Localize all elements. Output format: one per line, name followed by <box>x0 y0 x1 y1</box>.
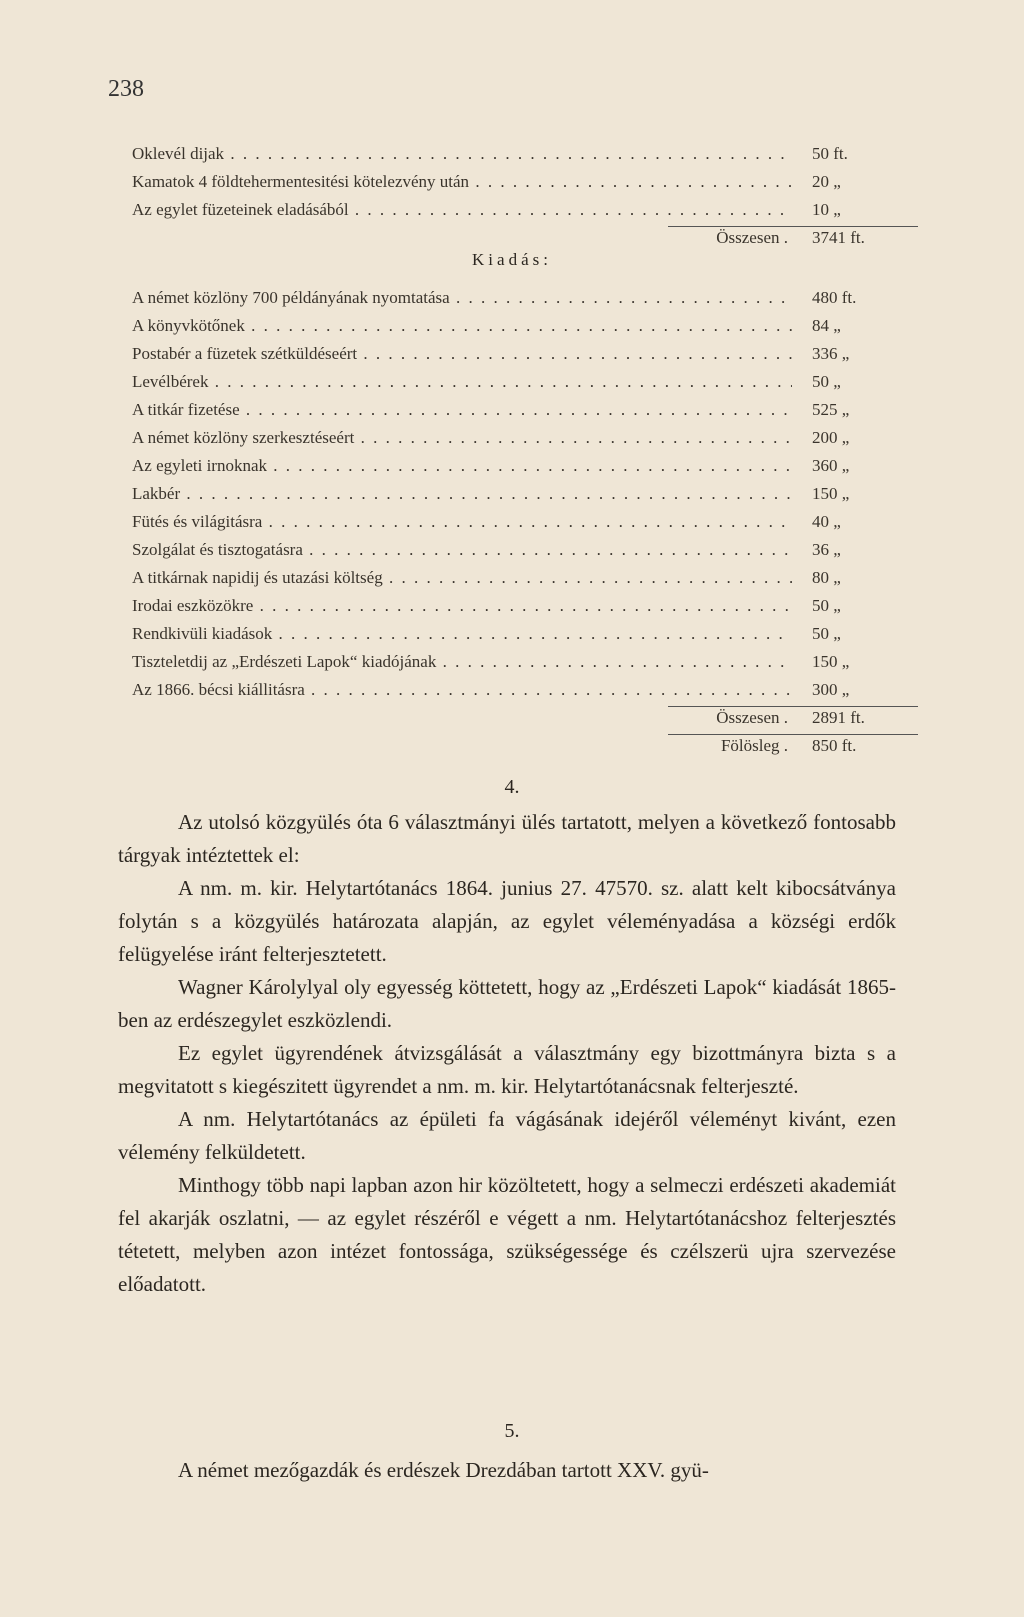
ledger-row <box>132 508 892 536</box>
ledger-row <box>132 284 892 312</box>
ledger-row <box>132 196 892 224</box>
total-label: Összesen . <box>668 704 788 732</box>
ledger-amount: 36 „ <box>812 540 841 559</box>
ledger-row <box>132 536 892 564</box>
paragraph: A nm. m. kir. Helytartótanács 1864. junius 27. 47570. sz. alatt kelt kibocsátványa folytán s a közgyülés határozata alapján, az egylet véleményadása a községi erdők felügyelése iránt felterjesztetett. <box>118 876 896 966</box>
ledger-amount: 50 „ <box>812 596 841 615</box>
ledger-amount: 80 „ <box>812 568 841 587</box>
ledger-label: Lakbér . . . <box>132 480 792 508</box>
surplus-row <box>132 732 892 760</box>
ledger-amount: 150 „ <box>812 652 850 671</box>
ledger-label: Az egyleti irnoknak . . . <box>132 452 792 480</box>
ledger-amount: 50 ft. <box>812 144 848 163</box>
ledger-label: Levélbérek . . . <box>132 368 792 396</box>
ledger-label: Postabér a füzetek szétküldéseért . . . <box>132 340 792 368</box>
income-total-row <box>132 224 892 252</box>
ledger-label: Az 1866. bécsi kiállitásra . . . <box>132 676 792 704</box>
ledger-row <box>132 592 892 620</box>
ledger-label: A német közlöny szerkesztéseért . . . <box>132 424 792 452</box>
ledger-label: Irodai eszközökre . . . <box>132 592 792 620</box>
ledger-label: Oklevél dijak . . . <box>132 140 792 168</box>
ledger-amount: 50 „ <box>812 624 841 643</box>
ledger-row <box>132 480 892 508</box>
ledger-amount: 40 „ <box>812 512 841 531</box>
ledger-label: A könyvkötőnek . . . <box>132 312 792 340</box>
ledger-amount: 336 „ <box>812 344 850 363</box>
ledger-amount: 50 „ <box>812 372 841 391</box>
paragraph: Az utolsó közgyülés óta 6 választmányi ülés tartatott, melyen a következő fontosabb tárgyak intéztettek el: <box>118 810 896 867</box>
section-5-text <box>118 1454 896 1487</box>
ledger-row <box>132 140 892 168</box>
page-number: 238 <box>108 76 144 102</box>
total-label: Összesen . <box>668 224 788 252</box>
ledger-row <box>132 340 892 368</box>
ledger-amount: 480 ft. <box>812 288 857 307</box>
expense-total-row <box>132 704 892 732</box>
ledger-row <box>132 564 892 592</box>
ledger-amount: 10 „ <box>812 200 841 219</box>
paragraph: Wagner Károlylyal oly egyesség köttetett, hogy az „Erdészeti Lapok“ kiadását 1865-ben az erdészegylet eszközlendi. <box>118 975 896 1032</box>
ledger-row <box>132 452 892 480</box>
expense-ledger <box>132 284 892 760</box>
ledger-amount: 20 „ <box>812 172 841 191</box>
section-number: 4. <box>504 776 520 798</box>
surplus-amount: 850 ft. <box>812 736 857 755</box>
section-4-text <box>118 806 896 1301</box>
ledger-row <box>132 168 892 196</box>
ledger-label: Az egylet füzeteinek eladásából . . . <box>132 196 792 224</box>
ledger-row <box>132 676 892 704</box>
ledger-row <box>132 312 892 340</box>
section-number: 5. <box>504 1420 520 1442</box>
expense-heading: Kiadás: <box>472 250 552 269</box>
ledger-label: Tiszteletdij az „Erdészeti Lapok“ kiadójának . . . <box>132 648 792 676</box>
paragraph: Minthogy több napi lapban azon hir közöltetett, hogy a selmeczi erdészeti akademiát fel akarják oszlatni, — az egylet részéről e végett a nm. Helytartótanácshoz felterjesztés tétetett, melyben azon intézet fontossága, szükségessége és czélszerü ujra szervezése előadatott. <box>118 1173 896 1296</box>
ledger-amount: 360 „ <box>812 456 850 475</box>
ledger-label: Szolgálat és tisztogatásra . . . <box>132 536 792 564</box>
paragraph: Ez egylet ügyrendének átvizsgálását a választmány egy bizottmányra bizta s a megvitatott s kiegészitett ügyrendet a nm. m. kir. Helytartótanácsnak felterjeszté. <box>118 1041 896 1098</box>
ledger-amount: 150 „ <box>812 484 850 503</box>
ledger-amount: 300 „ <box>812 680 850 699</box>
ledger-row <box>132 368 892 396</box>
ledger-label: Rendkivüli kiadások . . . <box>132 620 792 648</box>
ledger-row <box>132 620 892 648</box>
ledger-amount: 84 „ <box>812 316 841 335</box>
ledger-label: A német közlöny 700 példányának nyomtatása . . . <box>132 284 792 312</box>
paragraph: A német mezőgazdák és erdészek Drezdában tartott XXV. gyü- <box>178 1458 709 1482</box>
ledger-label: Kamatok 4 földtehermentesitési kötelezvény után . . . <box>132 168 792 196</box>
total-amount: 2891 ft. <box>812 708 865 727</box>
ledger-label: Fütés és világitásra . . . <box>132 508 792 536</box>
surplus-label: Fölösleg . <box>668 732 788 760</box>
income-ledger <box>132 140 892 252</box>
ledger-amount: 525 „ <box>812 400 850 419</box>
ledger-row <box>132 396 892 424</box>
ledger-label: A titkár fizetése . . . <box>132 396 792 424</box>
ledger-label: A titkárnak napidij és utazási költség . . . <box>132 564 792 592</box>
paragraph: A nm. Helytartótanács az épületi fa vágásának idejéről véleményt kivánt, ezen vélemény felküldetett. <box>118 1107 896 1164</box>
ledger-row <box>132 424 892 452</box>
ledger-amount: 200 „ <box>812 428 850 447</box>
ledger-row <box>132 648 892 676</box>
total-amount: 3741 ft. <box>812 228 865 247</box>
